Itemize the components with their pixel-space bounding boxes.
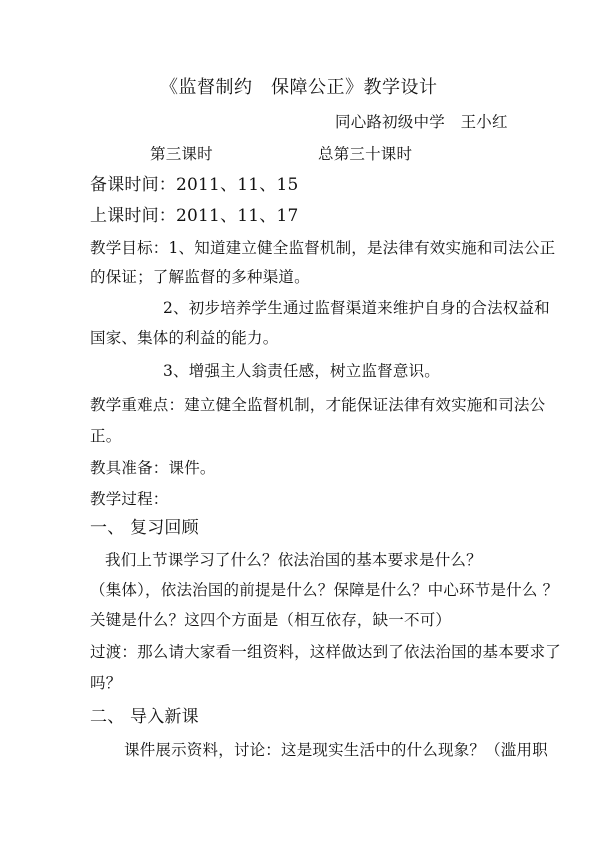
key-points-line-2: 正。	[90, 427, 122, 445]
total-lesson: 总第三十课时	[318, 145, 413, 163]
teaching-tools: 教具准备：课件。	[90, 459, 216, 477]
prep-time: 备课时间：2011、11、15	[90, 175, 299, 195]
objectives-line-1: 教学目标：1、知道建立健全监督机制，是法律有效实施和司法公正	[90, 239, 556, 257]
section-1-paragraph-4-line-2: 吗？	[90, 674, 122, 692]
section-1-paragraph-1: 我们上节课学习了什么？依法治国的基本要求是什么？	[105, 551, 482, 569]
section-1-paragraph-3: 关键是什么？这四个方面是（相互依存，缺一不可）	[90, 611, 452, 629]
key-points-line-1: 教学重难点：建立健全监督机制，才能保证法律有效实施和司法公	[90, 396, 546, 414]
section-2-paragraph-1: 课件展示资料，讨论：这是现实生活中的什么现象？（滥用职	[124, 741, 548, 759]
class-time: 上课时间：2011、11、17	[90, 206, 299, 226]
objective-item-3: 3、增强主人翁责任感，树立监督意识。	[163, 362, 440, 380]
section-1-paragraph-2: （集体），依法治国的前提是什么？保障是什么？中心环节是什么 ？	[90, 581, 559, 599]
objective-item-2-line-1: 2、初步培养学生通过监督渠道来维护自身的合法权益和	[163, 299, 550, 317]
document-title: 《监督制约 保障公正》教学设计	[160, 77, 438, 98]
objectives-line-2: 的保证；了解监督的多种渠道。	[90, 268, 310, 286]
school-author: 同心路初级中学 王小红	[335, 113, 508, 131]
process-heading: 教学过程：	[90, 490, 169, 508]
objective-item-2-line-2: 国家、集体的利益的能力。	[90, 329, 279, 347]
section-1-paragraph-4-line-1: 过渡：那么请大家看一组资料，这样做达到了依法治国的基本要求了	[90, 643, 562, 661]
lesson-number: 第三课时	[150, 145, 213, 163]
section-1-heading: 一、 复习回顾	[90, 518, 199, 538]
section-2-heading: 二、 导入新课	[90, 707, 199, 727]
